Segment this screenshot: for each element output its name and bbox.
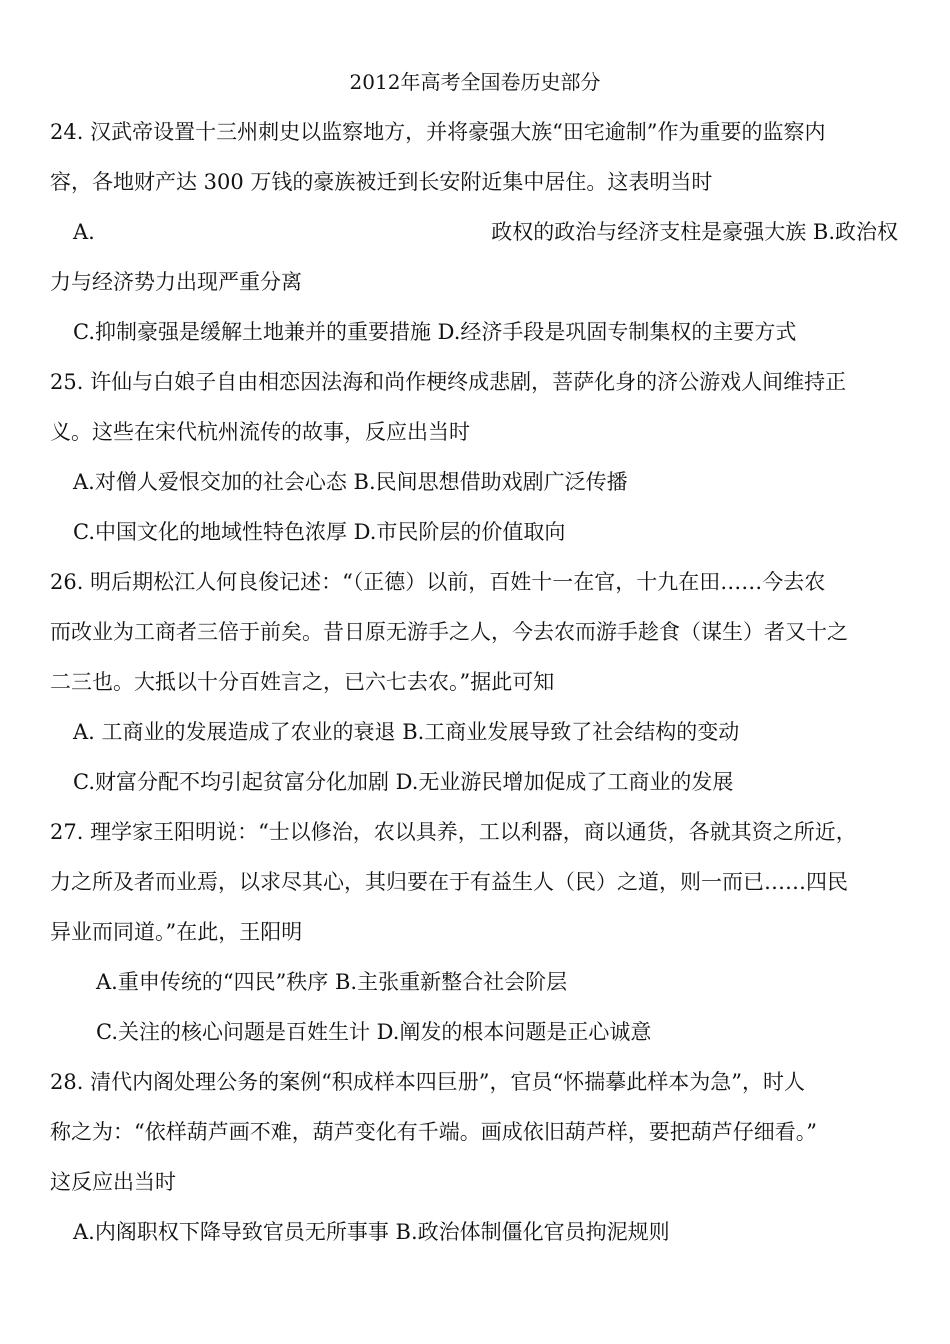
question-28-stem-line-3: 这反应出当时 [50,1170,176,1194]
question-24-stem-line-2: 容，各地财产达 300 万钱的豪族被迁到长安附近集中居住。这表明当时 [50,170,713,194]
question-28-options-ab: A.内阁职权下降导致官员无所事事 B.政治体制僵化官员拘泥规则 [73,1220,670,1244]
question-24-stem-line-1: 24. 汉武帝设置十三州刺史以监察地方，并将豪强大族“田宅逾制”作为重要的监察内 [50,120,826,144]
question-27-options-ab: A.重申传统的“四民”秩序 B.主张重新整合社会阶层 [96,970,568,994]
question-28-stem-line-2: 称之为：“依样葫芦画不难，葫芦变化有千端。画成依旧葫芦样，要把葫芦仔细看。” [50,1120,817,1144]
question-24-options-cd: C.抑制豪强是缓解土地兼并的重要措施 D.经济手段是巩固专制集权的主要方式 [73,320,797,344]
question-24-option-a-b-text: 政权的政治与经济支柱是豪强大族 B.政治权 [491,220,898,244]
question-26-stem-line-1: 26. 明后期松江人何良俊记述：“（正德）以前，百姓十一在官，十九在田……今去农 [50,570,826,594]
question-27-stem-line-1: 27. 理学家王阳明说：“士以修治，农以具养，工以利器，商以通货，各就其资之所近， [50,820,857,844]
question-25-stem-line-1: 25. 许仙与白娘子自由相恋因法海和尚作梗终成悲剧，菩萨化身的济公游戏人间维持正 [50,370,847,394]
question-28-stem-line-1: 28. 清代内阁处理公务的案例“积成样本四巨册”，官员“怀揣摹此样本为急”，时人 [50,1070,806,1094]
question-26-stem-line-2: 而改业为工商者三倍于前矣。昔日原无游手之人，今去农而游手趁食（谋生）者又十之 [50,620,848,644]
question-26-options-ab: A. 工商业的发展造成了农业的衰退 B.工商业发展导致了社会结构的变动 [73,720,740,744]
question-24-option-b-wrap: 力与经济势力出现严重分离 [50,270,302,294]
question-26-stem-line-3: 二三也。大抵以十分百姓言之，已六七去农。”据此可知 [50,670,555,694]
question-24-option-a-label: A. [73,220,95,244]
question-26-options-cd: C.财富分配不均引起贫富分化加剧 D.无业游民增加促成了工商业的发展 [73,770,734,794]
question-27-stem-line-3: 异业而同道。”在此，王阳明 [50,920,303,944]
question-25-options-cd: C.中国文化的地域性特色浓厚 D.市民阶层的价值取向 [73,520,566,544]
question-27-stem-line-2: 力之所及者而业焉，以求尽其心，其归要在于有益生人（民）之道，则一而已……四民 [50,870,848,894]
question-25-stem-line-2: 义。这些在宋代杭州流传的故事，反应出当时 [50,420,470,444]
question-25-options-ab: A.对僧人爱恨交加的社会心态 B.民间思想借助戏剧广泛传播 [73,470,628,494]
question-27-options-cd: C.关注的核心问题是百姓生计 D.阐发的根本问题是正心诚意 [96,1020,652,1044]
question-24-option-a-b-line [73,207,898,257]
page-title: 2012年高考全国卷历史部分 [349,70,601,94]
